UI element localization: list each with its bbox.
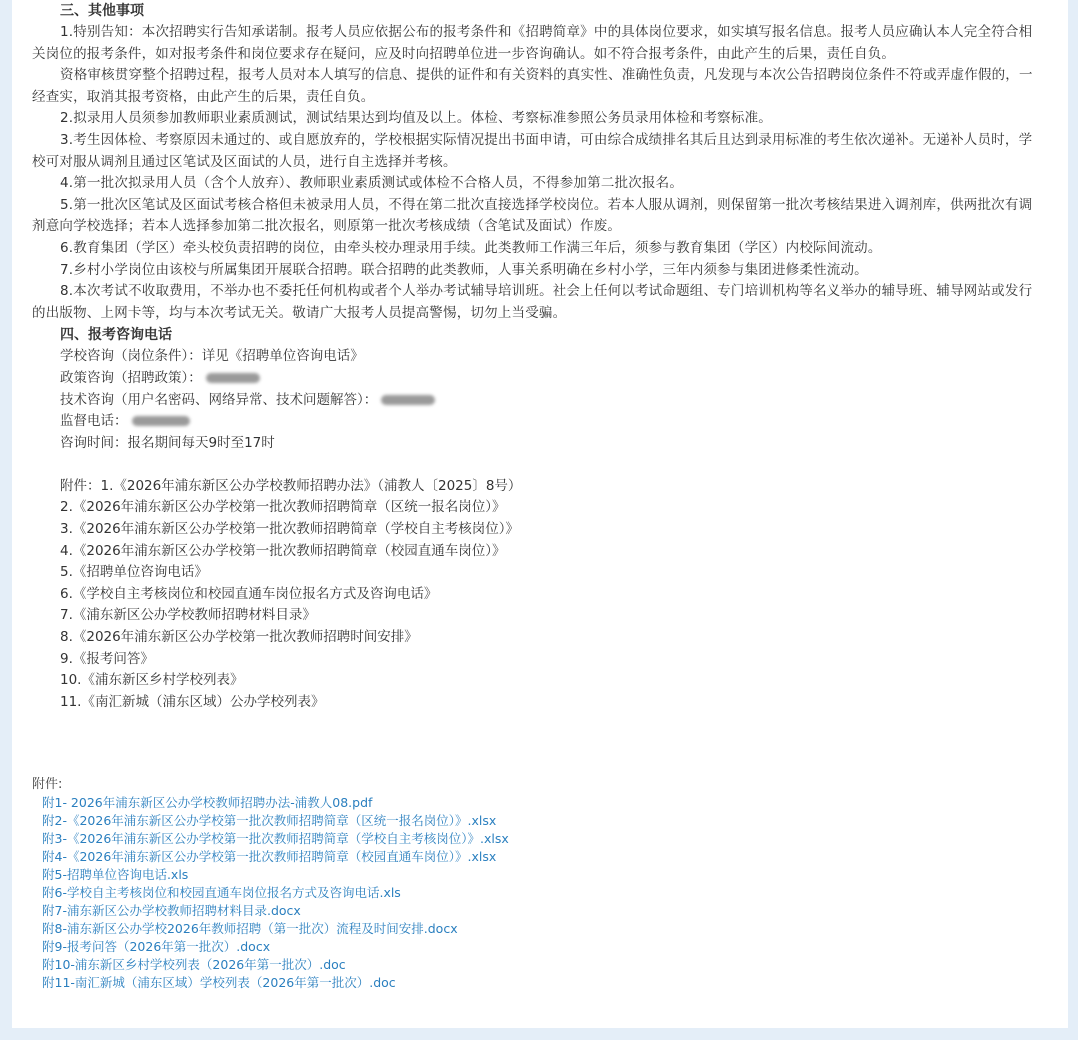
appendix-item: 6.《学校自主考核岗位和校园直通车岗位报名方式及咨询电话》	[60, 585, 438, 602]
attachment-link-8[interactable]: 附8-浦东新区公办学校2026年教师招聘（第一批次）流程及时间安排.docx	[42, 921, 458, 936]
appendix-item: 7.《浦东新区公办学校教师招聘材料目录》	[60, 607, 316, 624]
contact-supervise	[32, 411, 1042, 433]
attachment-link-5[interactable]: 附5-招聘单位咨询电话.xls	[42, 867, 189, 882]
article-page	[12, 0, 1068, 1028]
appendix-item: 附件：1.《2026年浦东新区公办学校教师招聘办法》（浦教人〔2025〕8号）	[60, 477, 522, 494]
appendix-item: 4.《2026年浦东新区公办学校第一批次教师招聘简章（校园直通车岗位）》	[60, 542, 506, 559]
attachment-link-6[interactable]: 附6-学校自主考核岗位和校园直通车岗位报名方式及咨询电话.xls	[42, 885, 401, 900]
appendix-item: 3.《2026年浦东新区公办学校第一批次教师招聘简章（学校自主考核岗位）》	[60, 521, 519, 538]
contact-tech	[32, 390, 1042, 412]
attachment-link-9[interactable]: 附9-报考问答（2026年第一批次）.docx	[42, 939, 271, 954]
attachment-link-1[interactable]: 附1- 2026年浦东新区公办学校教师招聘办法-浦教人08.pdf	[42, 795, 373, 810]
appendix-list	[32, 476, 1042, 714]
notice-paragraph-qualification: 资格审核贯穿整个招聘过程，报考人员对本人填写的信息、提供的证件和有关资料的真实性、准确性负责，凡发现与本次公告招聘岗位条件不符或弄虚作假的，一经查实，取消其报考资格，由此产生的后果，责任自负。	[32, 67, 1033, 105]
notice-paragraph-8: 8.本次考试不收取费用，不举办也不委托任何机构或者个人举办考试辅导培训班。社会上任何以考试命题组、专门培训机构等名义举办的辅导班、辅导网站或发行的出版物、上网卡等，均与本次考试无关。敬请广大报考人员提高警惕，切勿上当受骗。	[32, 283, 1033, 321]
contact-policy-label: 政策咨询（招聘政策）：	[60, 369, 202, 386]
notice-paragraph-2: 2.拟录用人员须参加教师职业素质测试，测试结果达到均值及以上。体检、考察标准参照公务员录用体检和考察标准。	[60, 110, 772, 127]
attachment-title: 附件:	[32, 777, 63, 792]
section-heading-contact: 四、报考咨询电话	[60, 327, 172, 344]
attachment-link-4[interactable]: 附4-《2026年浦东新区公办学校第一批次教师招聘简章（校园直通车岗位）》.xlsx	[42, 849, 497, 864]
attachment-link-3[interactable]: 附3-《2026年浦东新区公办学校第一批次教师招聘简章（学校自主考核岗位）》.xlsx	[42, 831, 509, 846]
notice-paragraph-1: 1.特别告知：本次招聘实行告知承诺制。报考人员应依据公布的报考条件和《招聘简章》中的具体岗位要求，如实填写报名信息。报考人员应确认本人完全符合相关岗位的报考条件，如对报考条件和岗位要求存在疑问，应及时向招聘单位进一步咨询确认。如不符合报考条件，由此产生的后果，责任自负。	[32, 24, 1033, 62]
notice-paragraph-3: 3.考生因体检、考察原因未通过的、或自愿放弃的，学校根据实际情况提出书面申请，可由综合成绩排名其后且达到录用标准的考生依次递补。无递补人员时，学校可对服从调剂且通过区笔试及区面试的人员，进行自主选择并考核。	[32, 131, 1033, 170]
notice-paragraph-7: 7.乡村小学岗位由该校与所属集团开展联合招聘。联合招聘的此类教师，人事关系明确在乡村小学，三年内须参与集团进修柔性流动。	[60, 261, 868, 278]
appendix-item: 11.《南汇新城（浦东区域）公办学校列表》	[60, 693, 325, 710]
notice-paragraph-4: 4.第一批次拟录用人员（含个人放弃）、教师职业素质测试或体检不合格人员，不得参加第二批次报名。	[60, 175, 684, 192]
attachment-link-7[interactable]: 附7-浦东新区公办学校教师招聘材料目录.docx	[42, 903, 301, 918]
attachment-section	[32, 776, 509, 992]
appendix-item: 8.《2026年浦东新区公办学校第一批次教师招聘时间安排》	[60, 629, 418, 646]
attachment-link-10[interactable]: 附10-浦东新区乡村学校列表（2026年第一批次）.doc	[42, 957, 346, 972]
contact-school: 学校咨询（岗位条件）：详见《招聘单位咨询电话》	[60, 348, 364, 365]
contact-hours: 咨询时间：报名期间每天9时至17时	[60, 434, 275, 451]
attachment-link-11[interactable]: 附11-南汇新城（浦东区域）学校列表（2026年第一批次）.doc	[42, 975, 396, 990]
redacted-phone	[132, 416, 190, 426]
redacted-phone	[381, 395, 435, 405]
appendix-item: 10.《浦东新区乡村学校列表》	[60, 672, 244, 689]
redacted-phone	[206, 373, 260, 383]
contact-supervise-label: 监督电话：	[60, 413, 128, 430]
notice-paragraph-5: 5.第一批次区笔试及区面试考核合格但未被录用人员，不得在第二批次直接选择学校岗位。若本人服从调剂，则保留第一批次考核结果进入调剂库，供两批次有调剂意向学校选择；若本人选择参加第二批次报名，则原第一批次考核成绩（含笔试及面试）作废。	[32, 196, 1033, 235]
contact-tech-label: 技术咨询（用户名密码、网络异常、技术问题解答）：	[60, 391, 378, 408]
spacer	[32, 454, 1042, 476]
section-heading-other: 三、其他事项	[60, 3, 144, 19]
notice-paragraph-6: 6.教育集团（学区）牵头校负责招聘的岗位，由牵头校办理录用手续。此类教师工作满三年后，须参与教育集团（学区）内校际间流动。	[60, 239, 882, 256]
attachment-link-2[interactable]: 附2-《2026年浦东新区公办学校第一批次教师招聘简章（区统一报名岗位）》.xlsx	[42, 813, 497, 828]
appendix-item: 9.《报考问答》	[60, 650, 154, 667]
contact-policy	[32, 368, 1042, 390]
appendix-item: 5.《招聘单位咨询电话》	[60, 564, 208, 581]
appendix-item: 2.《2026年浦东新区公办学校第一批次教师招聘简章（区统一报名岗位）》	[60, 499, 506, 516]
article-body	[32, 0, 1042, 713]
